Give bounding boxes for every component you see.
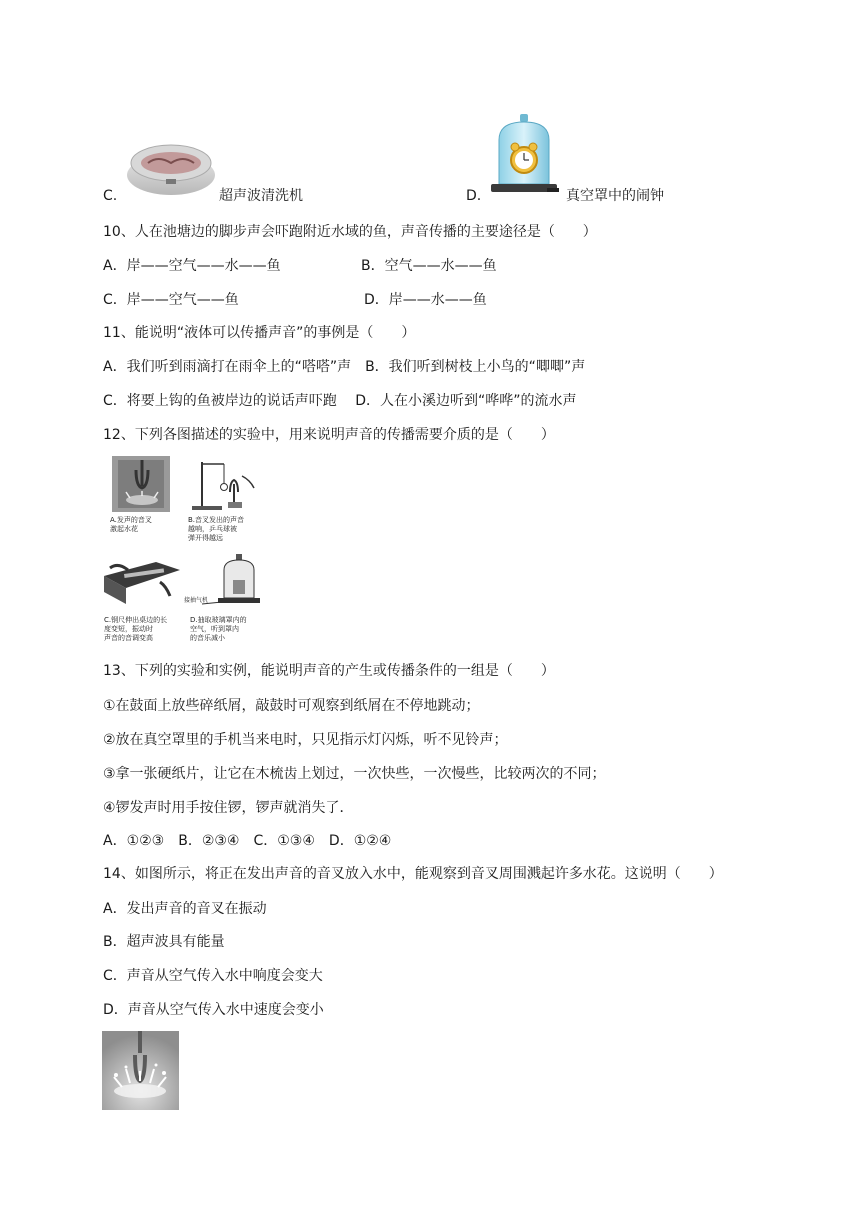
q11-options-cd: C．将要上钩的鱼被岸边的说话声吓跑 D．人在小溪边听到“哗哗”的流水声: [103, 393, 577, 409]
q10-stem: 10、人在池塘边的脚步声会吓跑附近水域的鱼，声音传播的主要途径是（ ）: [103, 224, 597, 240]
q13-stem: 13、下列的实验和实例，能说明声音的产生或传播条件的一组是（ ）: [103, 663, 555, 679]
q14-stem: 14、如图所示，将正在发出声音的音叉放入水中，能观察到音叉周围溅起许多水花。这说明（ ）: [103, 866, 723, 882]
q13-item-4: ④锣发声时用手按住锣，锣声就消失了．: [103, 800, 354, 816]
q13-item-1: ①在鼓面上放些碎纸屑，敲鼓时可观察到纸屑在不停地跳动；: [103, 698, 480, 714]
q9-option-c-letter: C.: [103, 188, 118, 204]
q10-option-d: D．岸——水——鱼: [364, 292, 487, 308]
q12-caption-d: D.抽取玻璃罩内的 空气，听到罩内 的音乐减小: [190, 616, 247, 642]
q13-options: A．①②③ B．②③④ C．①③④ D．①②④: [103, 833, 392, 849]
q12-stem: 12、下列各图描述的实验中，用来说明声音的传播需要介质的是（ ）: [103, 427, 555, 443]
q13-item-2: ②放在真空罩里的手机当来电时，只见指示灯闪烁，听不见铃声；: [103, 732, 508, 748]
vacuum-bell-jar-clock-image: [487, 112, 561, 204]
q12-pump-label: 接抽气机: [184, 597, 209, 604]
tuning-fork-in-water-image: [102, 1031, 179, 1114]
q11-options-ab: A．我们听到雨滴打在雨伞上的“嗒嗒”声 B．我们听到树枝上小鸟的“唧唧”声: [103, 359, 586, 375]
q14-option-b: B．超声波具有能量: [103, 934, 225, 950]
q14-option-a: A．发出声音的音叉在振动: [103, 901, 267, 917]
q10-option-c: C．岸——空气——鱼: [103, 292, 239, 308]
q12-caption-a: A.发声的音叉 激起水花: [110, 516, 152, 533]
q9-option-d-text: 真空罩中的闹钟: [566, 188, 664, 204]
q12-caption-b: B.音叉发出的声音 越响，乒乓球被 弹开得越远: [188, 516, 245, 542]
ultrasonic-cleaner-image: [126, 135, 216, 201]
q14-option-d: D．声音从空气传入水中速度会变小: [103, 1002, 324, 1018]
q10-option-a: A．岸——空气——水——鱼: [103, 258, 281, 274]
q12-panel-a-image: [112, 456, 170, 512]
q14-option-c: C．声音从空气传入水中响度会变大: [103, 968, 323, 984]
q10-option-b: B．空气——水——鱼: [361, 258, 497, 274]
q9-option-c-text: 超声波清洗机: [219, 188, 303, 204]
q12-experiment-figure: [104, 456, 264, 648]
q12-panel-c-image: [104, 554, 180, 610]
q12-panel-b-image: [188, 456, 260, 512]
q11-stem: 11、能说明“液体可以传播声音”的事例是（ ）: [103, 325, 416, 341]
q9-option-d-letter: D.: [466, 188, 482, 204]
q13-item-3: ③拿一张硬纸片，让它在木梳齿上划过，一次快些，一次慢些，比较两次的不同；: [103, 766, 606, 782]
q12-caption-c: C.钢尺伸出桌边的长 度变短，振动时 声音的音调变高: [104, 616, 168, 642]
